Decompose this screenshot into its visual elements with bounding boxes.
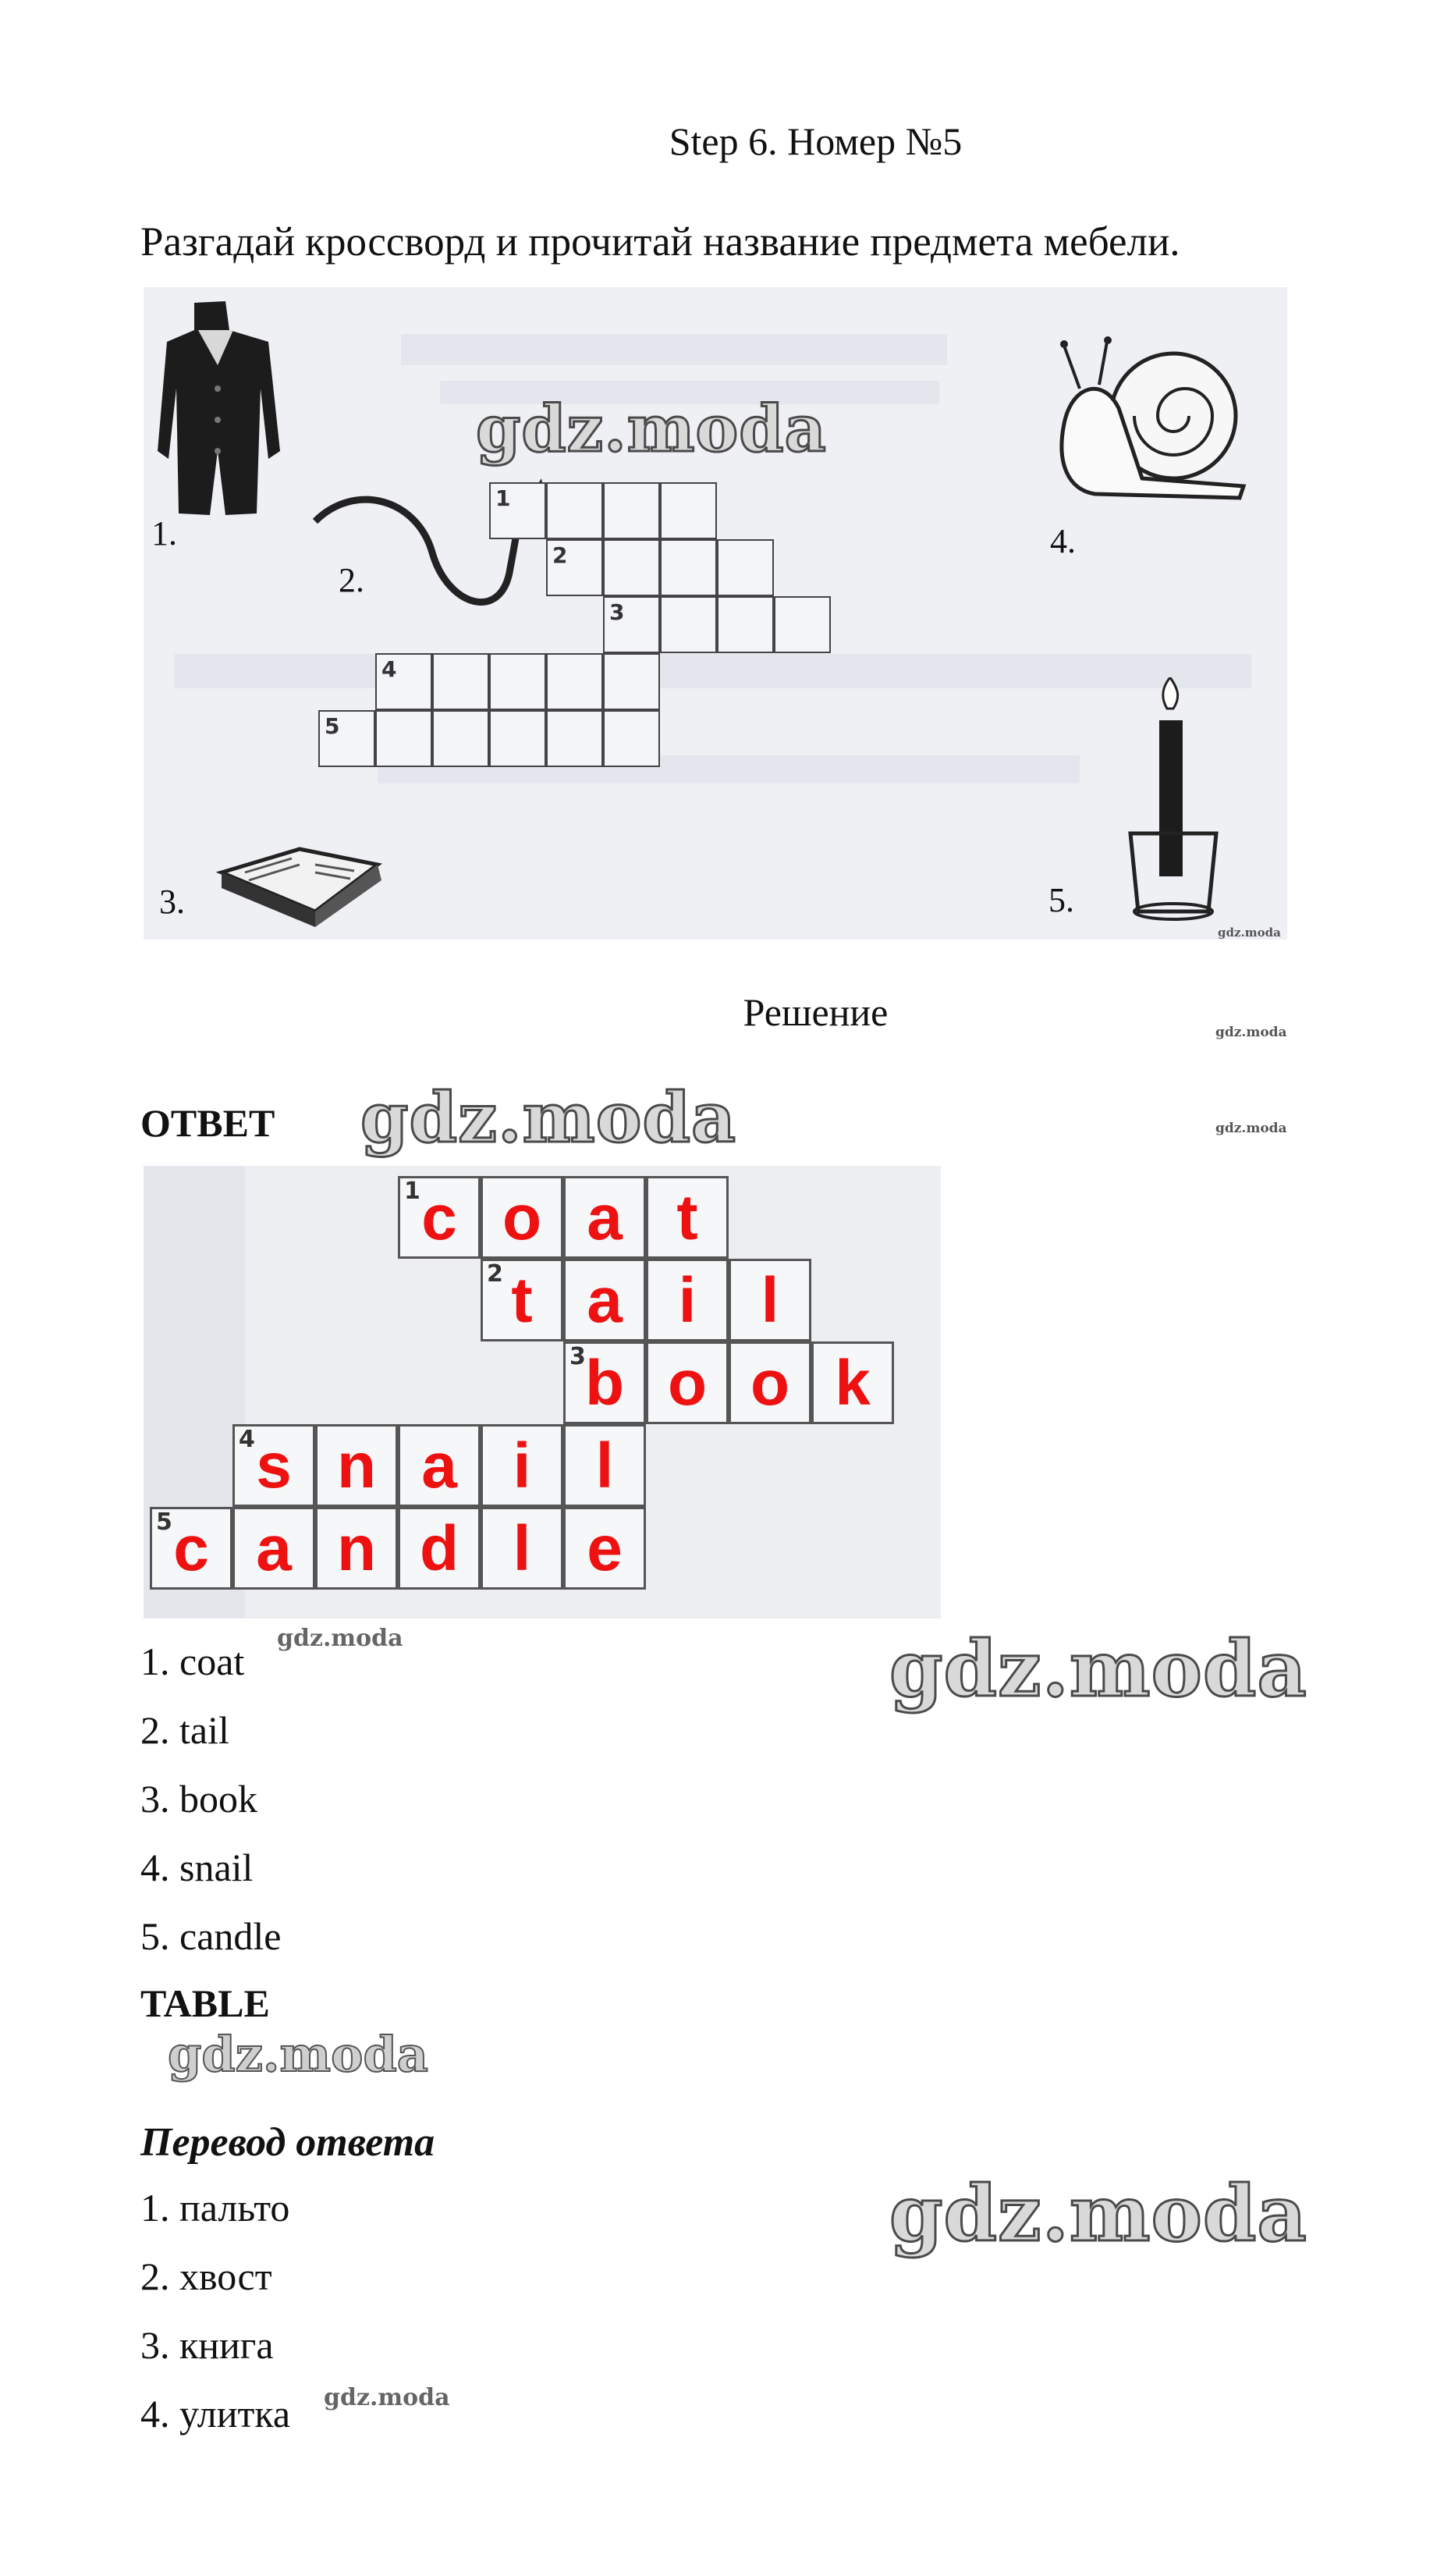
crossword-letter-cell: b (563, 1341, 646, 1424)
crossword-letter-cell: t (646, 1176, 729, 1259)
crossword-letter-cell: d (398, 1507, 481, 1590)
grid-cell (603, 653, 660, 710)
grid-cell (603, 710, 660, 767)
grid-cell (375, 710, 432, 767)
grid-number: 3 (609, 599, 625, 625)
answer-heading: ОТВЕТ (140, 1101, 275, 1145)
watermark-small: gdz.moda (324, 2384, 450, 2411)
watermark-small: gdz.moda (1215, 1121, 1287, 1136)
empty-crossword-grid (144, 287, 1287, 940)
translation-item-3: 3. книга (140, 2323, 274, 2367)
crossword-number: 1 (404, 1178, 420, 1205)
watermark-small: gdz.moda (1215, 1025, 1287, 1040)
grid-cell (546, 710, 603, 767)
clue-3-number: 3. (159, 883, 185, 921)
grid-number: 5 (325, 713, 340, 739)
crossword-letter-cell: c (398, 1176, 481, 1259)
clue-5-number: 5. (1048, 881, 1074, 919)
watermark-large: gdz.moda (360, 1077, 737, 1158)
answer-item-5: 5. candle (140, 1914, 282, 1958)
grid-number: 4 (381, 656, 397, 682)
crossword-number: 4 (239, 1426, 255, 1453)
answer-crossword (144, 1166, 941, 1618)
grid-cell (489, 710, 546, 767)
crossword-number: 3 (569, 1343, 586, 1370)
crossword-figure (144, 287, 1287, 940)
answer-item-4: 4. snail (140, 1846, 254, 1889)
grid-cell (546, 482, 603, 539)
watermark-medium: gdz.moda (168, 2026, 428, 2083)
grid-number: 2 (552, 542, 568, 568)
crossword-number: 2 (487, 1260, 503, 1288)
crossword-letter-cell: t (481, 1259, 563, 1341)
crossword-letter-cell: a (563, 1259, 646, 1341)
grid-cell (432, 710, 489, 767)
crossword-letter-cell: n (315, 1507, 398, 1590)
watermark-large: gdz.moda (476, 392, 827, 467)
crossword-letter-cell: l (563, 1424, 646, 1507)
crossword-letter-cell: l (729, 1259, 811, 1341)
watermark-large: gdz.moda (889, 1625, 1307, 1714)
table-heading: TABLE (140, 1981, 270, 2025)
answer-item-1: 1. coat (140, 1640, 245, 1683)
crossword-letter-cell: n (315, 1424, 398, 1507)
translation-item-1: 1. пальто (140, 2186, 290, 2230)
page-title: Step 6. Номер №5 (669, 119, 963, 163)
crossword-letter-cell: a (398, 1424, 481, 1507)
translation-item-4: 4. улитка (140, 2392, 291, 2436)
clue-4-number: 4. (1050, 522, 1076, 560)
crossword-letter-cell: l (481, 1507, 563, 1590)
grid-cell (660, 596, 717, 653)
clue-2-number: 2. (339, 561, 364, 599)
answer-item-3: 3. book (140, 1777, 257, 1821)
crossword-letter-cell: o (481, 1176, 563, 1259)
grid-cell (432, 653, 489, 710)
grid-cell (546, 653, 603, 710)
grid-cell (603, 482, 660, 539)
watermark-small: gdz.moda (1218, 926, 1281, 940)
crossword-letter-cell: a (563, 1176, 646, 1259)
crossword-letter-cell: i (646, 1259, 729, 1341)
clue-1-number: 1. (151, 514, 177, 553)
crossword-letter-cell: e (563, 1507, 646, 1590)
translation-item-2: 2. хвост (140, 2254, 272, 2298)
task-text: Разгадай кроссворд и прочитай название предмета мебели. (140, 219, 1180, 265)
grid-number: 1 (495, 485, 511, 511)
grid-cell (660, 539, 717, 596)
crossword-number: 5 (156, 1508, 172, 1536)
watermark-small: gdz.moda (277, 1625, 403, 1652)
grid-cell (717, 539, 774, 596)
crossword-letter-cell: o (729, 1341, 811, 1424)
solution-heading: Решение (743, 990, 889, 1034)
grid-cell (603, 539, 660, 596)
crossword-letter-cell: c (150, 1507, 232, 1590)
watermark-large: gdz.moda (889, 2169, 1307, 2259)
translation-heading: Перевод ответа (140, 2120, 435, 2165)
crossword-letter-cell: a (232, 1507, 315, 1590)
filled-crossword-grid (144, 1166, 941, 1618)
grid-cell (660, 482, 717, 539)
crossword-letter-cell: i (481, 1424, 563, 1507)
crossword-letter-cell: s (232, 1424, 315, 1507)
crossword-letter-cell: o (646, 1341, 729, 1424)
crossword-letter-cell: k (811, 1341, 894, 1424)
grid-cell (489, 653, 546, 710)
grid-cell (717, 596, 774, 653)
grid-cell (774, 596, 831, 653)
answer-item-2: 2. tail (140, 1708, 229, 1752)
